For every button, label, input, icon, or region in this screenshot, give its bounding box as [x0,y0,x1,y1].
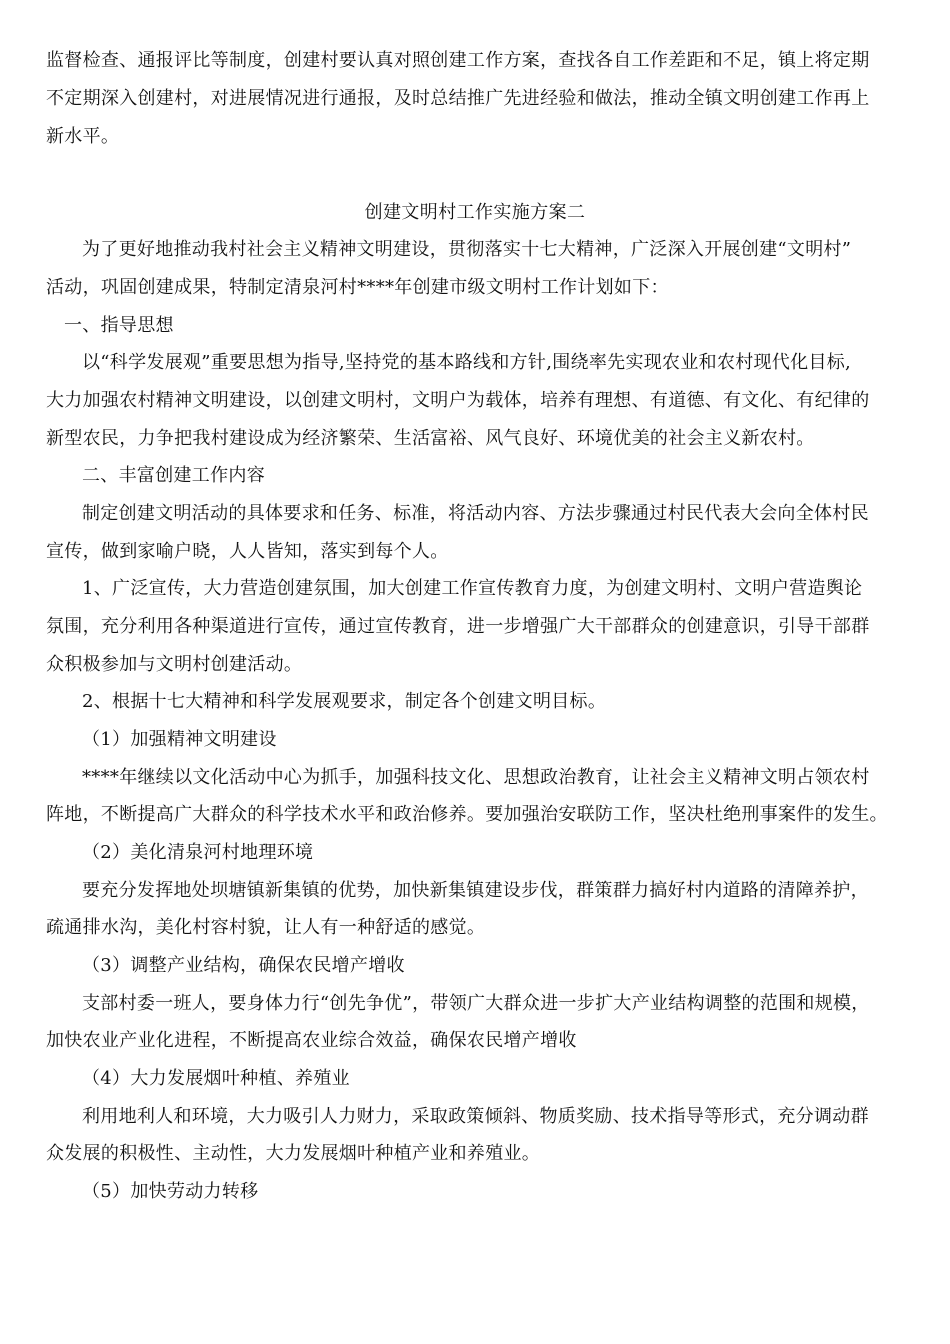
subsection-heading: （4）大力发展烟叶种植、养殖业 [82,1068,350,1089]
text-line: 新水平。 [46,126,120,147]
paragraph-line: 新型农民，力争把我村建设成为经济繁荣、生活富裕、风气良好、环境优美的社会主义新农村。 [46,428,815,449]
paragraph-line: 以“科学发展观”重要思想为指导,坚持党的基本路线和方针,围绕率先实现农业和农村现代化目标, [82,352,852,373]
section-heading: 一、指导思想 [64,315,174,336]
subsection-heading: （5）加快劳动力转移 [82,1181,259,1202]
paragraph-line: ****年继续以文化活动中心为抓手，加强科技文化、思想政治教育，让社会主义精神文明占领农村 [82,767,870,788]
section-heading: 二、丰富创建工作内容 [82,465,265,486]
paragraph-line: 1、广泛宣传，大力营造创建氛围，加大创建工作宣传教育力度，为创建文明村、文明户营造舆论 [82,578,863,599]
paragraph-line: 加快农业产业化进程，不断提高农业综合效益，确保农民增产增收 [46,1030,577,1051]
subsection-heading: （2）美化清泉河村地理环境 [82,842,314,863]
paragraph-line: 支部村委一班人，要身体力行“创先争优”，带领广大群众进一步扩大产业结构调整的范围和规模， [82,993,870,1014]
paragraph-line: 宣传，做到家喻户晓，人人皆知，落实到每个人。 [46,541,449,562]
paragraph-line: 制定创建文明活动的具体要求和任务、标准，将活动内容、方法步骤通过村民代表大会向全体村民 [82,503,869,524]
text-line: 监督检查、通报评比等制度，创建村要认真对照创建工作方案，查找各自工作差距和不足，镇上将定期 [46,50,870,71]
paragraph-line: 2、根据十七大精神和科学发展观要求，制定各个创建文明目标。 [82,691,607,712]
document-title: 创建文明村工作实施方案二 [364,202,586,223]
subsection-heading: （3）调整产业结构，确保农民增产增收 [82,955,405,976]
paragraph-line: 利用地利人和环境，大力吸引人力财力，采取政策倾斜、物质奖励、技术指导等形式，充分调动群 [82,1106,869,1127]
paragraph-line: 众发展的积极性、主动性，大力发展烟叶种植产业和养殖业。 [46,1143,541,1164]
paragraph-line: 疏通排水沟，美化村容村貌，让人有一种舒适的感觉。 [46,917,486,938]
paragraph-line: 大力加强农村精神文明建设，以创建文明村，文明户为载体，培养有理想、有道德、有文化、有纪律的 [46,390,870,411]
paragraph-line: 活动，巩固创建成果，特制定清泉河村****年创建市级文明村工作计划如下： [46,277,669,298]
paragraph-line: 要充分发挥地处坝塘镇新集镇的优势，加快新集镇建设步伐，群策群力搞好村内道路的清障养护， [82,880,869,901]
paragraph-line: 氛围，充分利用各种渠道进行宣传，通过宣传教育，进一步增强广大干部群众的创建意识，引导干部群 [46,616,870,637]
subsection-heading: （1）加强精神文明建设 [82,729,277,750]
paragraph-line: 为了更好地推动我村社会主义精神文明建设，贯彻落实十七大精神，广泛深入开展创建“文明村” [82,239,852,260]
paragraph-line: 阵地，不断提高广大群众的科学技术水平和政治修养。要加强治安联防工作，坚决杜绝刑事案件的发生。 [46,804,888,825]
paragraph-line: 众积极参加与文明村创建活动。 [46,654,303,675]
text-line: 不定期深入创建村，对进展情况进行通报，及时总结推广先进经验和做法，推动全镇文明创建工作再上 [46,88,870,109]
